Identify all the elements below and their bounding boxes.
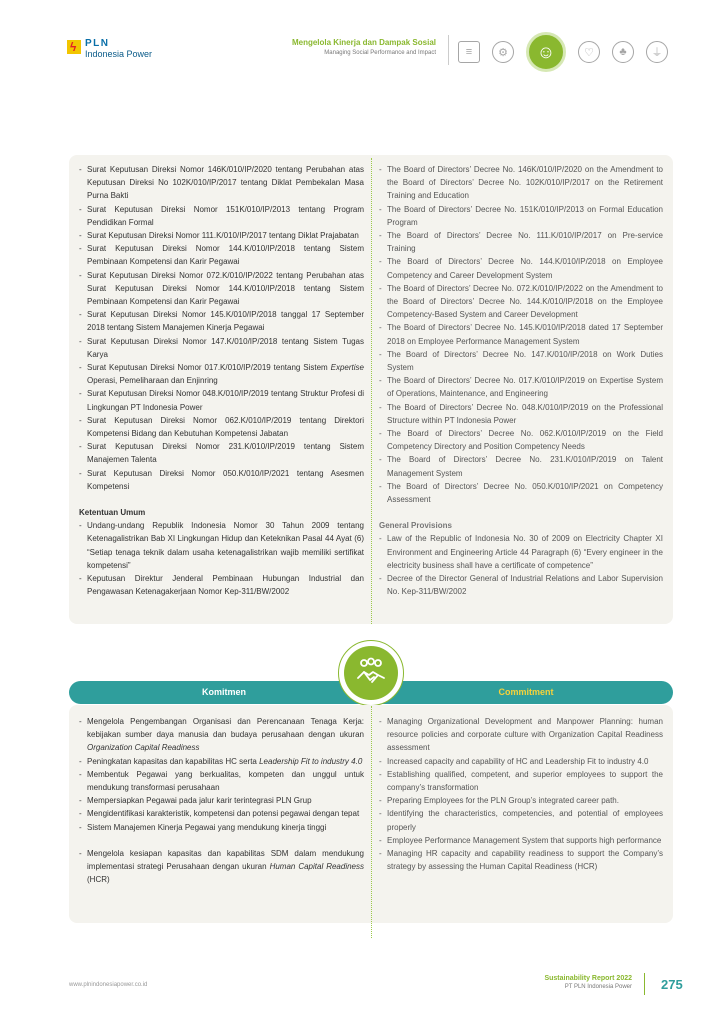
- footer-report: [544, 975, 632, 990]
- general-provisions-title-id: Ketentuan Umum: [79, 508, 146, 518]
- commitment-item-en-text: Employee Performance Management System that supports high performance: [387, 835, 662, 845]
- pln-logo-icon: ϟ: [67, 40, 81, 54]
- commitment-item-en: - Identifying the characteristics, competencies, and potential of employees properly: [379, 807, 663, 833]
- commitment-en-column: [379, 715, 663, 873]
- commitment-item-en: - Establishing qualified, competent, and superior employees to support the company’s transformation: [379, 768, 663, 794]
- regulation-item-id-text: Surat Keputusan Direksi Nomor 017.K/010/IP/2019 tentang Sistem Expertise Operasi, Pemeliharaan dan Enjinring: [87, 363, 364, 386]
- regulations-en-column: [379, 163, 663, 599]
- section-nav: [458, 32, 668, 72]
- regulation-item-id-text: Surat Keputusan Direksi Nomor 147.K/010/IP/2018 tentang Sistem Tugas Karya: [87, 336, 364, 359]
- general-provision-id-text: Keputusan Direktur Jenderal Pembinaan Hubungan Industrial dan Pengawasan Ketenagakerjaan Nomor Kep-311/BW/2002: [87, 574, 364, 597]
- commitment-item-en: - Increased capacity and capability of HC and Leadership Fit to industry 4.0: [379, 755, 663, 768]
- regulations-id-column: [79, 163, 364, 599]
- regulation-item-en-text: The Board of Directors’ Decree No. 145.K/010/IP/2018 dated 17 September 2018 on Employee Performance Management System: [387, 323, 663, 346]
- commitment-item-en-text: Increased capacity and capability of HC and Leadership Fit to industry 4.0: [387, 756, 649, 766]
- hand-care-icon[interactable]: ♡: [578, 41, 600, 63]
- regulation-item-en: - The Board of Directors’ Decree No. 151K/010/IP/2013 on Formal Education Program: [379, 203, 663, 229]
- section-title-en: Managing Social Performance and Impact: [324, 50, 436, 56]
- regulation-item-id-text: Surat Keputusan Direksi Nomor 048.K/010/IP/2019 tentang Struktur Profesi di Lingkungan PT Indonesia Power: [87, 389, 364, 412]
- commitment-badge: [338, 640, 404, 706]
- commitment-item-id-text: Sistem Manajemen Kinerja Pegawai yang mendukung kinerja tinggi: [87, 822, 327, 832]
- regulation-item-id-text: Surat Keputusan Direksi Nomor 144.K/010/IP/2018 tentang Sistem Pembinaan Kompetensi dan Karir Pegawai: [87, 244, 364, 267]
- regulation-item-en-text: The Board of Directors’ Decree No. 062.K/010/IP/2019 on the Field Competency Directory and Position Competency Needs: [387, 429, 663, 452]
- regulation-item-en-text: The Board of Directors’ Decree No. 048.K/010/IP/2019 on the Professional Structure within PT Indonesia Power: [387, 402, 663, 425]
- commitment-item-en-text: Managing Organizational Development and Manpower Planning: human resource policies and corporate culture with Organization Capital Readiness assessment: [387, 717, 663, 753]
- regulation-item-id: - Surat Keputusan Direksi Nomor 231.K/010/IP/2019 tentang Sistem Manajemen Talenta: [79, 440, 364, 466]
- commitment-item-id: - Mengelola Pengembangan Organisasi dan Perencanaan Tenaga Kerja: kebijakan sumber daya manusia dan budaya perusahaan dengan ukuran Organization Capital Readiness: [79, 715, 364, 755]
- plug-icon[interactable]: ⏚: [646, 41, 668, 63]
- commitment-item-en-text: Establishing qualified, competent, and superior employees to support the company’s transformation: [387, 769, 663, 793]
- commitment-item-en: - Managing HR capacity and capability readiness to support the Company’s strategy by assessing the Human Capital Readiness (HCR): [379, 847, 663, 873]
- regulation-item-en: - The Board of Directors’ Decree No. 147.K/010/IP/2018 on Work Duties System: [379, 348, 663, 374]
- commitment-item-en: - Employee Performance Management System that supports high performance: [379, 834, 663, 847]
- page-header: [0, 0, 724, 90]
- regulation-item-en: - The Board of Directors’ Decree No. 050.K/010/IP/2021 on Competency Assessment: [379, 480, 663, 506]
- commitment-item-id: - Mengidentifikasi karakteristik, kompetensi dan potensi pegawai dengan tepat: [79, 807, 364, 820]
- footer-report-title: Sustainability Report 2022: [544, 975, 632, 982]
- regulation-item-id-text: Surat Keputusan Direksi Nomor 151K/010/IP/2013 tentang Program Pendidikan Formal: [87, 204, 364, 227]
- commitment-item-id: - Peningkatan kapasitas dan kapabilitas HC serta Leadership Fit to industry 4.0: [79, 755, 364, 768]
- regulation-item-id: - Surat Keputusan Direksi Nomor 017.K/010/IP/2019 tentang Sistem Expertise Operasi, Pemeliharaan dan Enjinring: [79, 361, 364, 387]
- regulation-item-en-text: The Board of Directors’ Decree No. 146K/010/IP/2020 on the Amendment to the Board of Directors’ Decree No. 102K/010/IP/2017 on the Retirement Training and Education: [387, 165, 663, 201]
- commitment-item-id-text: Peningkatan kapasitas dan kapabilitas HC serta Leadership Fit to industry 4.0: [87, 756, 363, 766]
- regulation-item-en: - The Board of Directors’ Decree No. 146K/010/IP/2020 on the Amendment to the Board of Directors’ Decree No. 102K/010/IP/2017 on the Retirement Training and Education: [379, 163, 663, 203]
- regulation-item-en-text: The Board of Directors’ Decree No. 072.K/010/IP/2022 on the Amendment to the Board of Directors’ Decree No. 144.K/010/IP/2018 on the Employee Competency-Based System and Career Development: [387, 283, 663, 320]
- general-provision-en-text: Law of the Republic of Indonesia No. 30 of 2009 on Electricity Chapter XI Environment and Engineering Article 44 Paragraph (6) “Every engineer in the electricity business shall have a certificate of competence”: [387, 534, 663, 570]
- commitment-item-en-text: Managing HR capacity and capability readiness to support the Company’s strategy by assessing the Human Capital Readiness (HCR): [387, 849, 663, 872]
- commitment-item-id: - Mengelola kesiapan kapasitas dan kapabilitas SDM dalam mendukung implementasi strategi Perusahaan dengan ukuran Human Capital Readiness (HCR): [79, 847, 364, 887]
- regulation-item-id: - Surat Keputusan Direksi Nomor 147.K/010/IP/2018 tentang Sistem Tugas Karya: [79, 335, 364, 361]
- column-divider-bottom: [371, 706, 372, 938]
- commitment-item-en-text: Identifying the characteristics, competencies, and potential of employees properly: [387, 809, 663, 832]
- commitment-label-en: Commitment: [498, 687, 554, 697]
- community-icon[interactable]: ♣: [612, 41, 634, 63]
- logo-title: PLN: [85, 38, 110, 49]
- general-provision-en: - Decree of the Director General of Industrial Relations and Labor Supervision No. Kep-311/BW/2002: [379, 572, 663, 598]
- regulation-item-id-text: Surat Keputusan Direksi Nomor 231.K/010/IP/2019 tentang Sistem Manajemen Talenta: [87, 442, 364, 465]
- regulation-item-id: - Surat Keputusan Direksi Nomor 048.K/010/IP/2019 tentang Struktur Profesi di Lingkungan PT Indonesia Power: [79, 387, 364, 413]
- logo-subtitle: Indonesia Power: [85, 49, 153, 59]
- regulation-item-en-text: The Board of Directors’ Decree No. 231.K/010/IP/2019 on Talent Management System: [387, 455, 663, 478]
- regulation-item-id-text: Surat Keputusan Direksi Nomor 062.K/010/IP/2019 tentang Direktori Kompetensi Bidang dan Kebutuhan Kompetensi Jabatan: [87, 415, 364, 439]
- regulation-item-id: - Surat Keputusan Direksi Nomor 145.K/010/IP/2018 tanggal 17 September 2018 tentang Sistem Manajemen Kinerja Pegawai: [79, 308, 364, 334]
- regulation-item-en: - The Board of Directors’ Decree No. 231.K/010/IP/2019 on Talent Management System: [379, 453, 663, 479]
- section-title-id: Mengelola Kinerja dan Dampak Sosial: [291, 38, 436, 47]
- company-logo: [67, 39, 152, 59]
- commitment-item-id: - Mempersiapkan Pegawai pada jalur karir terintegrasi PLN Grup: [79, 794, 364, 807]
- regulation-item-en: - The Board of Directors’ Decree No. 072.K/010/IP/2022 on the Amendment to the Board of Directors’ Decree No. 144.K/010/IP/2018 on the Employee Competency-Based System and Career Development: [379, 282, 663, 322]
- regulation-item-en: - The Board of Directors’ Decree No. 062.K/010/IP/2019 on the Field Competency Directory and Position Competency Needs: [379, 427, 663, 453]
- regulation-item-en-text: The Board of Directors’ Decree No. 144.K/010/IP/2018 on Employee Competency and Career Development System: [387, 257, 663, 280]
- regulation-item-id: - Surat Keputusan Direksi Nomor 062.K/010/IP/2019 tentang Direktori Kompetensi Bidang dan Kebutuhan Kompetensi Jabatan: [79, 414, 364, 440]
- column-divider-top: [371, 158, 372, 624]
- regulation-item-id: - Surat Keputusan Direksi Nomor 050.K/010/IP/2021 tentang Asesmen Kompetensi: [79, 467, 364, 493]
- commitment-item-en: - Managing Organizational Development and Manpower Planning: human resource policies and corporate culture with Organization Capital Readiness assessment: [379, 715, 663, 755]
- page-number: 275: [661, 977, 683, 992]
- regulation-item-en: - The Board of Directors’ Decree No. 048.K/010/IP/2019 on the Professional Structure within PT Indonesia Power: [379, 401, 663, 427]
- commitment-item-id-text: Mengidentifikasi karakteristik, kompetensi dan potensi pegawai dengan tepat: [87, 809, 360, 819]
- regulation-item-id-text: Surat Keputusan Direksi Nomor 072.K/010/IP/2022 tentang Perubahan atas Surat Keputusan Direksi Nomor 144.K/010/IP/2018 tentang Sistem Pembinaan Kompetensi dan Karir Pegawai: [87, 270, 364, 307]
- general-provision-id: - Keputusan Direktur Jenderal Pembinaan Hubungan Industrial dan Pengawasan Ketenagakerjaan Nomor Kep-311/BW/2002: [79, 572, 364, 598]
- regulation-item-id: - Surat Keputusan Direksi Nomor 144.K/010/IP/2018 tentang Sistem Pembinaan Kompetensi dan Karir Pegawai: [79, 242, 364, 268]
- commitment-item-en: - Preparing Employees for the PLN Group’s integrated career path.: [379, 794, 663, 807]
- commitment-item-id-text: Membentuk Pegawai yang berkualitas, kompeten dan unggul untuk mendukung transformasi perusahaan: [87, 769, 364, 793]
- regulation-item-en-text: The Board of Directors’ Decree No. 017.K/010/IP/2019 on Expertise System of Operations, Maintenance, and Engineering: [387, 376, 663, 399]
- regulation-item-en: - The Board of Directors’ Decree No. 017.K/010/IP/2019 on Expertise System of Operations, Maintenance, and Engineering: [379, 374, 663, 400]
- general-provision-id: - Undang-undang Republik Indonesia Nomor 30 Tahun 2009 tentang Ketenagalistrikan Bab XI Lingkungan Hidup dan Keteknikan Pasal 44 Ayat (6) “Setiap tenaga teknik dalam usaha ketenagalistrikan wajib memiliki sertifikat kompetensi”: [79, 519, 364, 572]
- people-handshake-icon[interactable]: ☺: [526, 32, 566, 72]
- gear-network-icon[interactable]: ⚙: [492, 41, 514, 63]
- commitment-item-id-text: Mempersiapkan Pegawai pada jalur karir terintegrasi PLN Grup: [87, 796, 312, 806]
- regulation-item-en-text: The Board of Directors’ Decree No. 050.K/010/IP/2021 on Competency Assessment: [387, 481, 663, 505]
- regulation-item-id: - Surat Keputusan Direksi Nomor 151K/010/IP/2013 tentang Program Pendidikan Formal: [79, 203, 364, 229]
- commitment-item-id: - Sistem Manajemen Kinerja Pegawai yang mendukung kinerja tinggi: [79, 821, 364, 834]
- regulation-item-id: - Surat Keputusan Direksi Nomor 072.K/010/IP/2022 tentang Perubahan atas Surat Keputusan Direksi Nomor 144.K/010/IP/2018 tentang Sistem Pembinaan Kompetensi dan Karir Pegawai: [79, 269, 364, 309]
- commitment-item-en-text: Preparing Employees for the PLN Group’s integrated career path.: [387, 796, 619, 806]
- regulation-item-en: - The Board of Directors’ Decree No. 111.K/010/IP/2017 on Pre-service Training: [379, 229, 663, 255]
- commitment-item-id: - Membentuk Pegawai yang berkualitas, kompeten dan unggul untuk mendukung transformasi perusahaan: [79, 768, 364, 794]
- regulation-item-en-text: The Board of Directors’ Decree No. 151K/010/IP/2013 on Formal Education Program: [387, 204, 663, 227]
- regulation-item-id-text: Surat Keputusan Direksi Nomor 145.K/010/IP/2018 tanggal 17 September 2018 tentang Sistem Manajemen Kinerja Pegawai: [87, 310, 364, 333]
- commitment-item-id-text: Mengelola kesiapan kapasitas dan kapabilitas SDM dalam mendukung implementasi strategi Perusahaan dengan ukuran Human Capital Readiness (HCR): [87, 848, 365, 885]
- footer-url[interactable]: www.plnindonesiapower.co.id: [69, 982, 148, 988]
- general-provision-en: - Law of the Republic of Indonesia No. 30 of 2009 on Electricity Chapter XI Environment and Engineering Article 44 Paragraph (6) “Every engineer in the electricity business shall have a certificate of competence”: [379, 532, 663, 572]
- footer-divider: [644, 973, 645, 995]
- regulation-item-id-text: Surat Keputusan Direksi Nomor 146K/010/IP/2020 tentang Perubahan atas Keputusan Direksi No 102K/010/IP/2017 tentang Diklat Pembekalan Masa Purna Bakti: [87, 165, 364, 201]
- document-icon[interactable]: ≡: [458, 41, 480, 63]
- regulation-item-en: - The Board of Directors’ Decree No. 145.K/010/IP/2018 dated 17 September 2018 on Employee Performance Management System: [379, 321, 663, 347]
- header-divider: [448, 35, 449, 65]
- handshake-icon: [344, 646, 398, 700]
- commitment-label-id: Komitmen: [201, 687, 246, 697]
- section-title: [292, 38, 436, 56]
- general-provision-id-text: Undang-undang Republik Indonesia Nomor 30 Tahun 2009 tentang Ketenagalistrikan Bab XI Lingkungan Hidup dan Keteknikan Pasal 44 Ayat (6) “Setiap tenaga teknik dalam usaha ketenagalistrikan wajib memiliki sertifikat kompetensi”: [87, 521, 364, 570]
- general-provisions-title-en: General Provisions: [379, 521, 452, 531]
- regulation-item-en-text: The Board of Directors’ Decree No. 111.K/010/IP/2017 on Pre-service Training: [387, 231, 663, 254]
- general-provision-en-text: Decree of the Director General of Industrial Relations and Labor Supervision No. Kep-311/BW/2002: [387, 574, 663, 597]
- regulation-item-id-text: Surat Keputusan Direksi Nomor 050.K/010/IP/2021 tentang Asesmen Kompetensi: [87, 468, 364, 491]
- commitment-id-column: [79, 715, 364, 886]
- regulation-item-id: - Surat Keputusan Direksi Nomor 111.K/010/IP/2017 tentang Diklat Prajabatan: [79, 229, 364, 242]
- regulation-item-en: - The Board of Directors’ Decree No. 144.K/010/IP/2018 on Employee Competency and Career Development System: [379, 255, 663, 281]
- regulation-item-en-text: The Board of Directors’ Decree No. 147.K/010/IP/2018 on Work Duties System: [387, 349, 663, 373]
- regulation-item-id-text: Surat Keputusan Direksi Nomor 111.K/010/IP/2017 tentang Diklat Prajabatan: [87, 231, 359, 241]
- footer-company: PT PLN Indonesia Power: [564, 984, 632, 990]
- commitment-item-id-text: Mengelola Pengembangan Organisasi dan Perencanaan Tenaga Kerja: kebijakan sumber daya manusia dan budaya perusahaan dengan ukuran Organization Capital Readiness: [87, 717, 364, 753]
- regulation-item-id: - Surat Keputusan Direksi Nomor 146K/010/IP/2020 tentang Perubahan atas Keputusan Direksi No 102K/010/IP/2017 tentang Diklat Pembekalan Masa Purna Bakti: [79, 163, 364, 203]
